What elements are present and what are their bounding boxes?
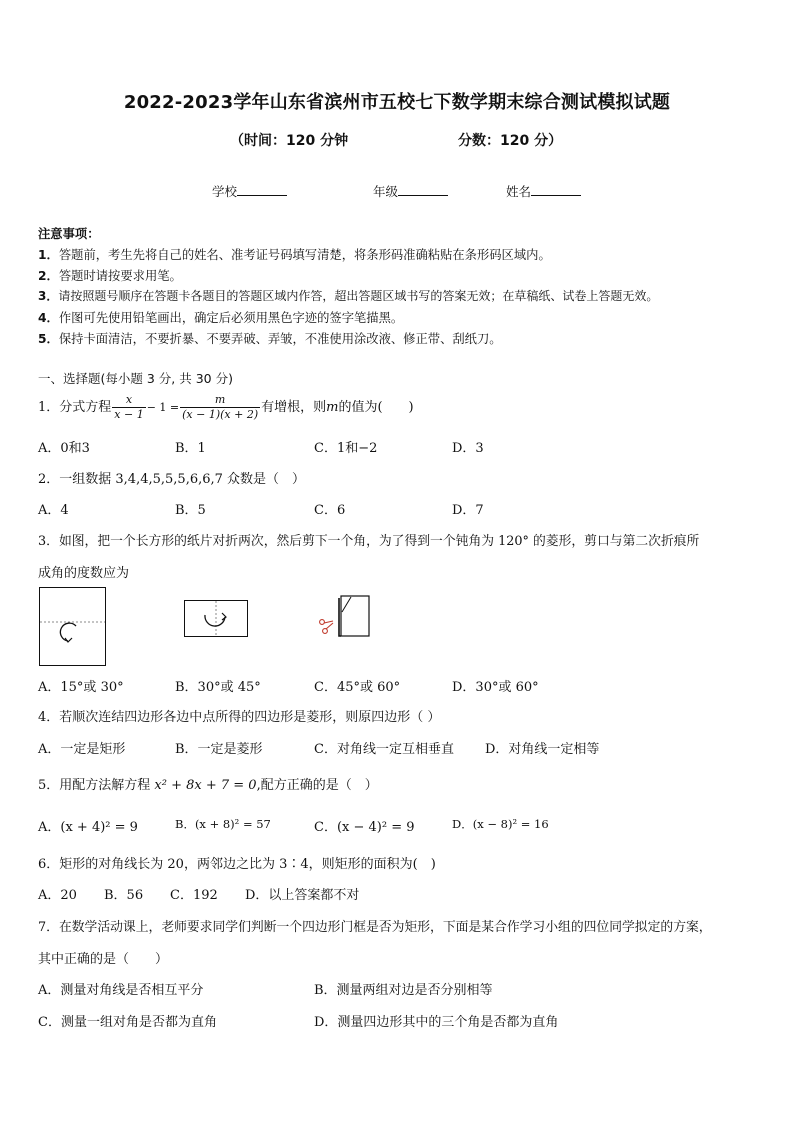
q1-option-d[interactable]: D．3 [452,441,484,456]
question-1 [38,393,414,423]
q5-equation: x² + 8x + 7 = 0 [154,778,257,793]
exam-time: （时间：120 分钟 [230,133,349,149]
note-item [38,329,502,347]
q6-option-c[interactable]: C．192 [170,888,218,903]
q1-frac2-num: m [180,393,260,408]
q1-option-b[interactable]: B．1 [175,441,206,456]
page-title: 2022-2023学年山东省滨州市五校七下数学期末综合测试模拟试题 [123,92,671,113]
note-text: 作图可先使用铅笔画出，确定后必须用黑色字迹的签字笔描黑。 [58,311,404,325]
note-text: 答题前，考生先将自己的姓名、准考证号码填写清楚，将条形码准确粘贴在条形码区域内。 [58,248,551,262]
grade-field[interactable] [373,182,448,200]
note-number: 3． [38,289,59,303]
q7-option-c[interactable]: C．测量一组对角是否都为直角 [38,1015,217,1030]
question-3-line2: 成角的度数应为 [38,566,130,581]
q3-option-a[interactable]: A．15°或 30° [38,680,124,695]
note-number: 4． [38,311,59,325]
note-item [38,245,551,263]
question-4: 4．若顺次连结四边形各边中点所得的四边形是菱形，则原四边形（ ） [38,710,441,725]
q4-option-c[interactable]: C．对角线一定互相垂直 [314,742,454,757]
note-number: 1． [38,248,59,262]
q1-variable: m [326,400,339,415]
q5-option-d[interactable]: D．(x − 8)² = 16 [452,817,549,831]
q7-option-a[interactable]: A．测量对角线是否相互平分 [38,983,204,998]
q5-text-a: 5．用配方法解方程 [38,778,155,793]
q2-option-b[interactable]: B．5 [175,503,206,518]
q7-option-b[interactable]: B．测量两组对边是否分别相等 [314,983,493,998]
q5-option-a[interactable]: A．(x + 4)² = 9 [38,820,138,835]
note-item [38,308,403,326]
q6-option-b[interactable]: B．56 [104,888,144,903]
q1-fraction-left [112,393,145,422]
cut-figure-3 [316,592,372,640]
grade-label: 年级 [373,184,399,199]
q3-option-c[interactable]: C．45°或 60° [314,680,401,695]
question-6: 6．矩形的对角线长为 20，两邻边之比为 3∶4，则矩形的面积为( ) [38,857,436,872]
q1-suffix-b: 的值为( ) [338,400,414,415]
q5-option-b[interactable]: B．(x + 8)² = 57 [175,817,271,831]
scissors-icon [320,620,333,634]
q5-text-b: ,配方正确的是（ ） [256,778,378,793]
q1-fraction-right [180,393,260,422]
q4-option-a[interactable]: A．一定是矩形 [38,742,126,757]
q2-option-a[interactable]: A．4 [38,503,69,518]
q1-frac1-den: x − 1 [114,408,144,421]
q3-option-b[interactable]: B．30°或 45° [175,680,261,695]
q4-option-b[interactable]: B．一定是菱形 [175,742,263,757]
q1-frac2-den: (x − 1)(x + 2) [182,408,259,421]
question-5 [38,774,378,793]
fold-figure-2 [183,599,250,639]
q1-mid: − 1 = [146,401,180,414]
name-label: 姓名 [506,184,532,199]
q6-option-d[interactable]: D．以上答案都不对 [245,888,360,903]
question-3-line1: 3．如图，把一个长方形的纸片对折两次，然后剪下一个角，为了得到一个钝角为 120° 的菱形，剪口与第二次折痕所 [38,534,700,549]
q5-option-c[interactable]: C．(x − 4)² = 9 [314,820,415,835]
school-label: 学校 [212,184,238,199]
name-blank[interactable] [531,183,581,196]
notes-heading: 注意事项： [38,227,100,241]
q2-option-d[interactable]: D．7 [452,503,484,518]
note-text: 答题时请按要求用笔。 [58,269,182,283]
school-field[interactable] [212,182,287,200]
q7-option-d[interactable]: D．测量四边形其中的三个角是否都为直角 [314,1015,559,1030]
note-item [38,287,658,304]
fold-figure-1 [38,586,108,668]
section-heading: 一、选择题(每小题 3 分, 共 30 分) [38,371,233,386]
note-text: 保持卡面清洁，不要折暴、不要弄破、弄皱，不准使用涂改液、修正带、刮纸刀。 [58,332,502,346]
q1-prefix: 1．分式方程 [38,400,112,415]
question-7-line1: 7．在数学活动课上，老师要求同学们判断一个四边形门框是否为矩形，下面是某合作学习小组的四位同学拟定的方案， [38,920,712,935]
q6-option-a[interactable]: A．20 [38,888,77,903]
grade-blank[interactable] [398,183,448,196]
q1-suffix-a: 有增根，则 [261,400,327,415]
note-text: 请按照题号顺序在答题卡各题目的答题区域内作答，超出答题区域书写的答案无效；在草稿纸、试卷上答题无效。 [58,289,659,303]
q3-option-d[interactable]: D．30°或 60° [452,680,539,695]
note-number: 5． [38,332,59,346]
q1-frac1-num: x [112,393,145,408]
note-item [38,266,182,284]
q1-option-a[interactable]: A．0和3 [38,441,90,456]
question-7-line2: 其中正确的是（ ） [38,952,169,967]
name-field[interactable] [506,182,581,200]
q1-option-c[interactable]: C．1和−2 [314,441,378,456]
school-blank[interactable] [237,183,287,196]
exam-score: 分数：120 分） [458,133,563,149]
note-number: 2． [38,269,59,283]
q4-option-d[interactable]: D．对角线一定相等 [485,742,600,757]
question-2: 2．一组数据 3,4,4,5,5,5,6,6,7 众数是（ ） [38,472,306,487]
q2-option-c[interactable]: C．6 [314,503,346,518]
